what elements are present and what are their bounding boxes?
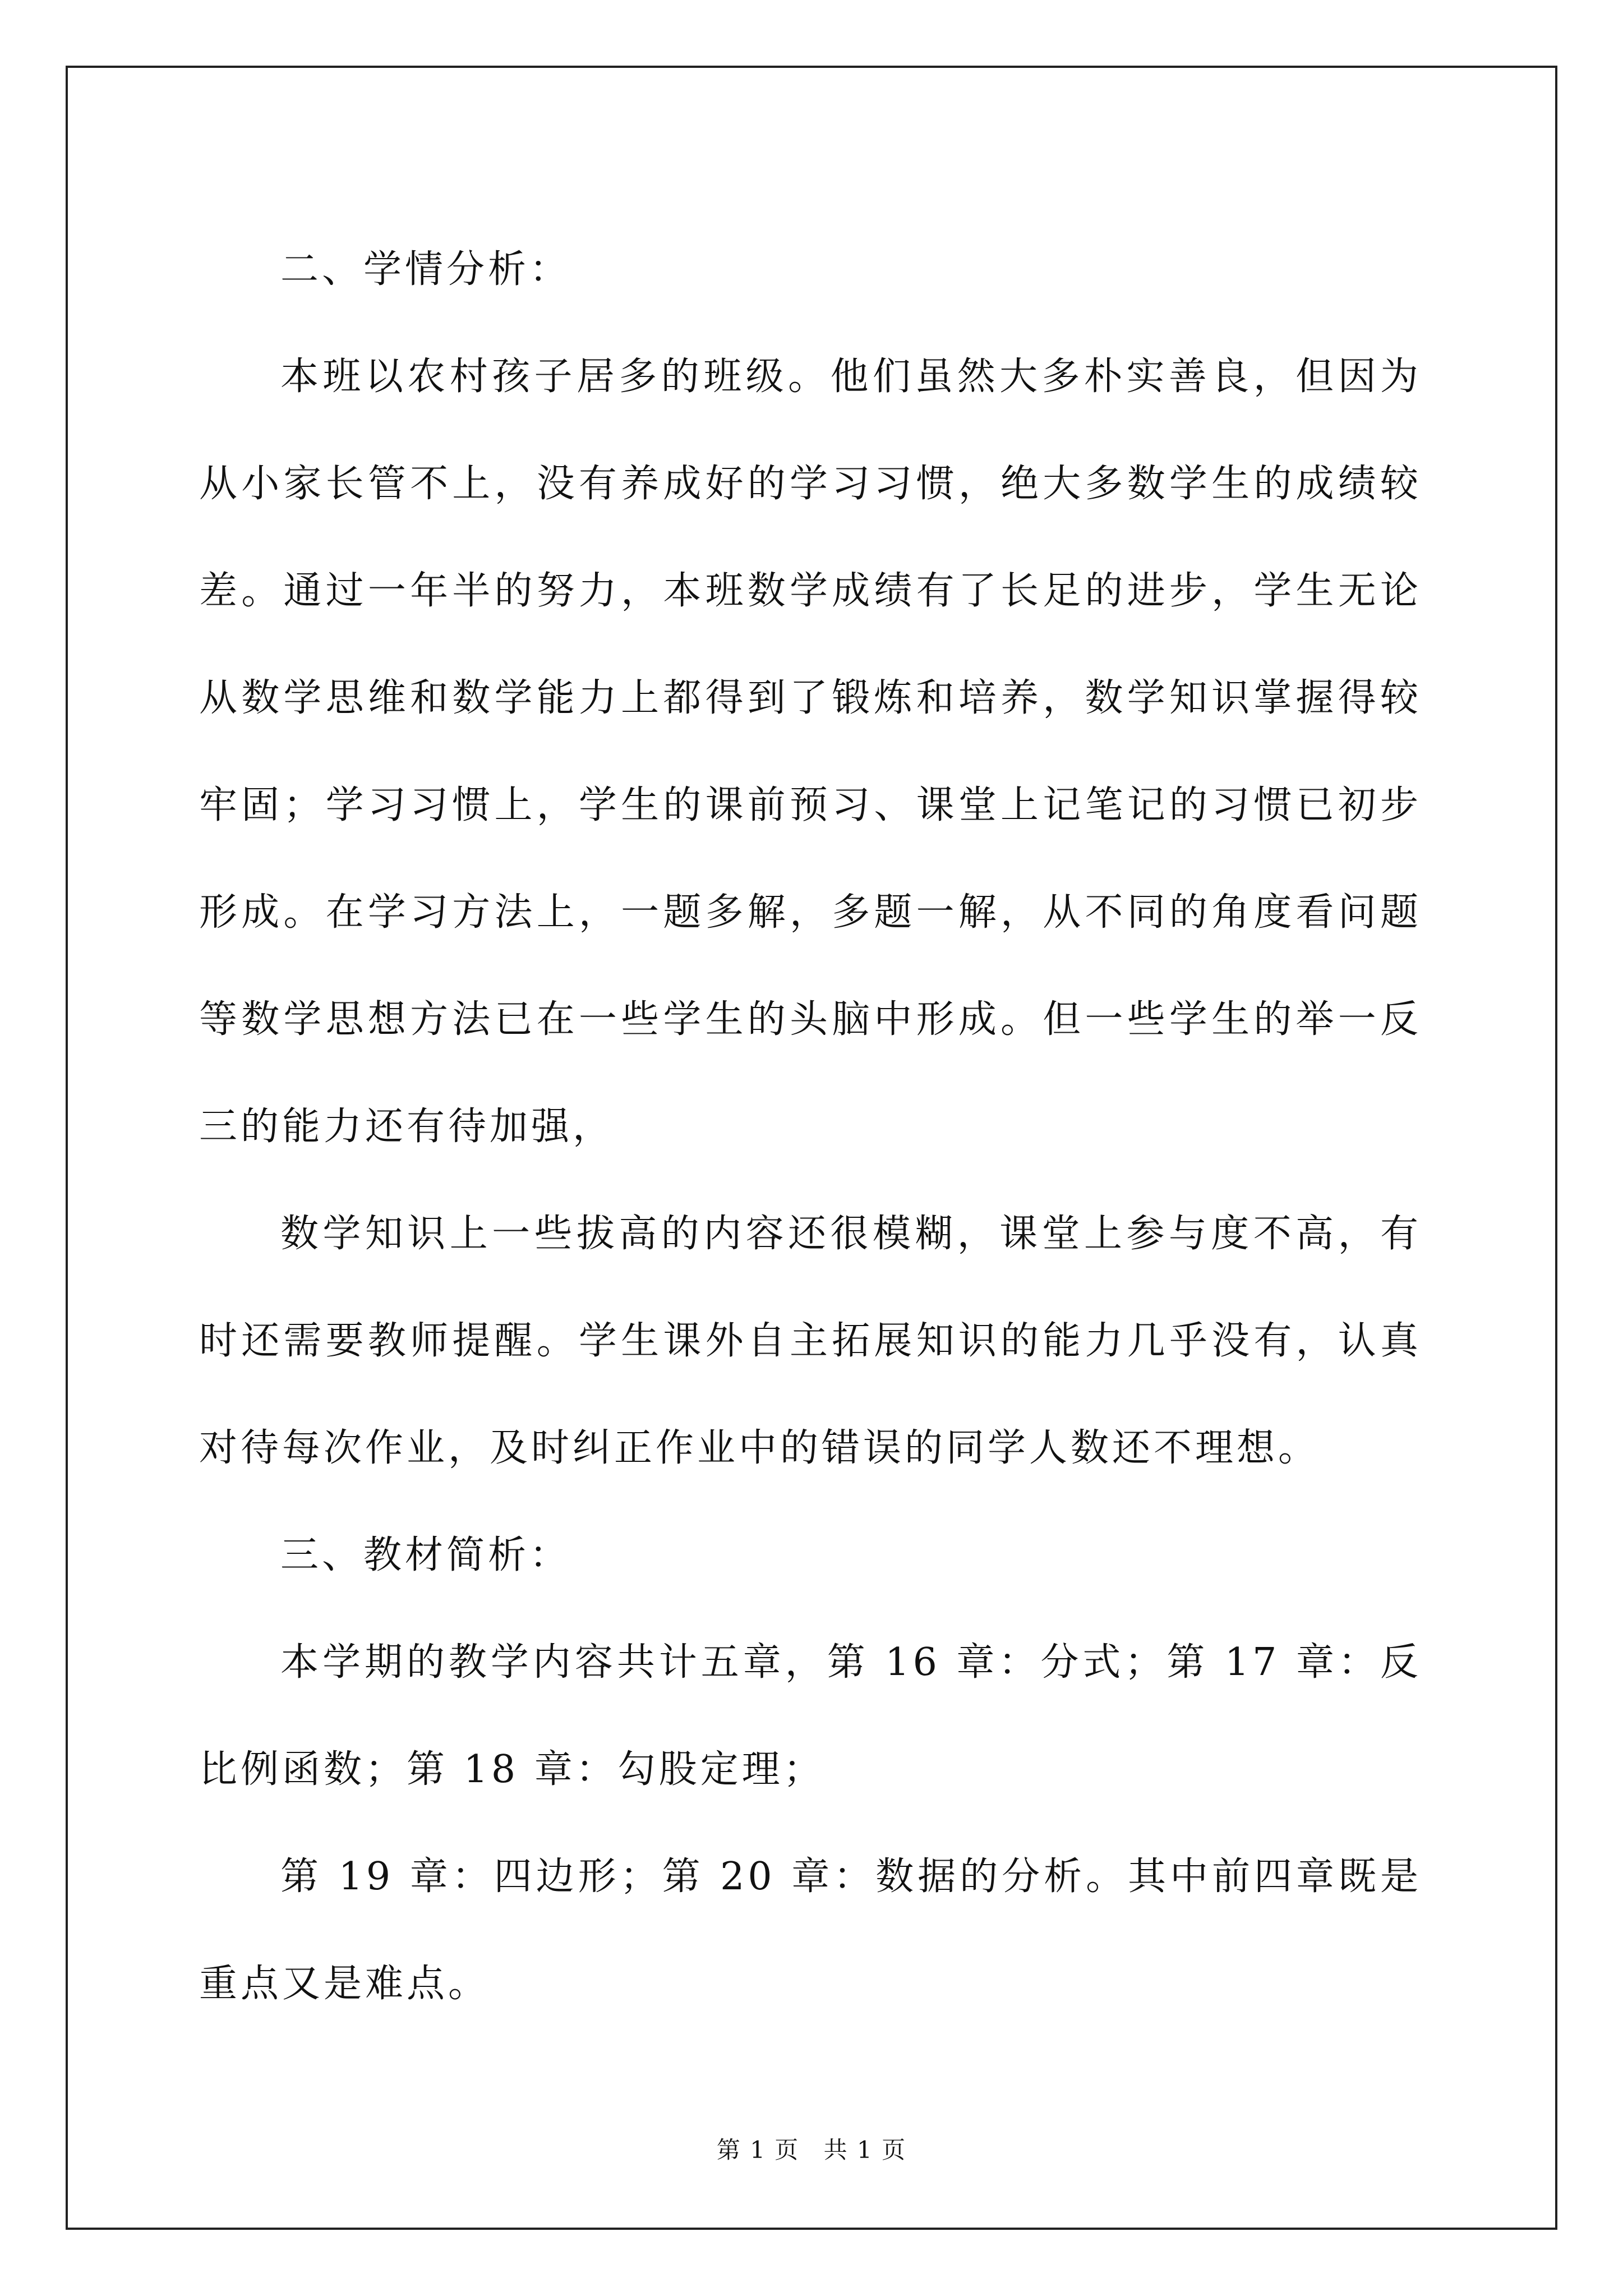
section-heading-student-analysis: 二、学情分析：: [280, 247, 571, 292]
paragraph-class-weakness: 数学知识上一些拔高的内容还很模糊，课堂上参与度不高，有时还需要教师提醒。学生课外自主拓展知识的能力几乎没有，认真对待每次作业，及时纠正作业中的错误的同学人数还不理想。: [199, 1212, 1422, 1470]
page-number-current: 第 1 页: [716, 2136, 800, 2164]
paragraph-chapters-part1: 本学期的教学内容共计五章，第 16 章：分式；第 17 章：反比例函数；第 18 章：勾股定理；: [199, 1640, 1422, 1792]
page-footer: [0, 2132, 1623, 2165]
section-heading-textbook-analysis: 三、教材简析：: [280, 1533, 571, 1577]
paragraph-chapters-part2: 第 19 章：四边形；第 20 章：数据的分析。其中前四章既是重点又是难点。: [199, 1855, 1422, 2006]
page-number-total: 共 1 页: [823, 2136, 907, 2164]
document-body: [199, 216, 1422, 2037]
paragraph-class-situation: 本班以农村孩子居多的班级。他们虽然大多朴实善良，但因为从小家长管不上，没有养成好的学习习惯，绝大多数学生的成绩较差。通过一年半的努力，本班数学成绩有了长足的进步，学生无论从数学思维和数学能力上都得到了锻炼和培养，数学知识掌握得较牢固；学习习惯上，学生的课前预习、课堂上记笔记的习惯已初步形成。在学习方法上，一题多解，多题一解，从不同的角度看问题等数学思想方法已在一些学生的头脑中形成。但一些学生的举一反三的能力还有待加强，: [199, 355, 1422, 1149]
